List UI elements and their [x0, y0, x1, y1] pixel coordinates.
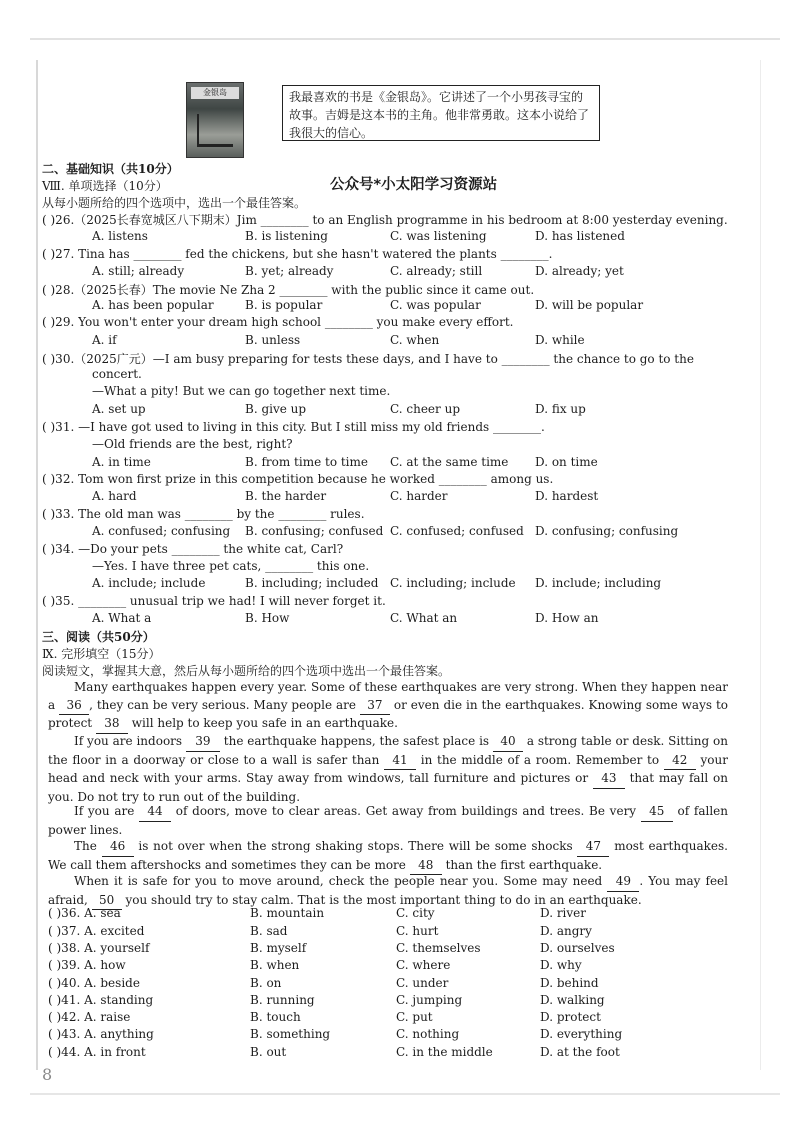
- cloze-option-a: ( )38. A. yourself: [48, 941, 150, 955]
- cloze-option-a: ( )37. A. excited: [48, 924, 145, 938]
- passage-paragraph-1: Many earthquakes happen every year. Some of these earthquakes are very strong. When they happen near a 36 , they can be very serious. Many people are 37 or even die in the earthquakes. Knowing some ways to protect 38 will help to keep you safe in an earthquake.: [48, 679, 728, 734]
- page-bottom-edge: [30, 1093, 780, 1095]
- option-d: D. hardest: [535, 489, 599, 503]
- blank-46[interactable]: 46: [102, 838, 134, 857]
- option-b: B. unless: [245, 333, 301, 347]
- option-c: C. harder: [390, 489, 448, 503]
- section3-title: 三、阅读（共50分）: [42, 630, 155, 644]
- option-d: D. has listened: [535, 229, 625, 243]
- option-b: B. yet; already: [245, 264, 334, 278]
- option-d: D. will be popular: [535, 298, 644, 312]
- passage-paragraph-2: If you are indoors 39 the earthquake happens, the safest place is 40 a strong table or desk. Sitting on the floor in a doorway or close to a wall is safer than 41 in the middle of a room. Remember to 42 your head and neck with your arms. Stay away from windows, tall furniture and pictures or 43 that may fall on you. Do not try to run out of the building.: [48, 734, 728, 804]
- blank-38[interactable]: 38: [96, 715, 128, 734]
- question-stem: ( )26.（2025长春宽城区八下期末）Jim ________ to an English programme in his bedroom at 8:00 yesterday evening.: [42, 213, 728, 227]
- passage-paragraph-3: If you are 44 of doors, move to clear areas. Get away from buildings and trees. Be very 45 of fallen power lines.: [48, 804, 728, 837]
- question-dialogue: —What a pity! But we can go together next time.: [92, 384, 391, 398]
- option-c: C. What an: [390, 611, 458, 625]
- blank-48[interactable]: 48: [410, 857, 442, 876]
- blank-43[interactable]: 43: [593, 770, 625, 789]
- blank-50[interactable]: 50: [92, 892, 122, 911]
- sub9-title: Ⅸ. 完形填空（15分）: [42, 647, 161, 661]
- sub8-instruction: 从每小题所给的四个选项中，选出一个最佳答案。: [42, 196, 307, 210]
- blank-37[interactable]: 37: [360, 697, 390, 716]
- option-d: D. while: [535, 333, 585, 347]
- cloze-option-a: ( )39. A. how: [48, 958, 126, 972]
- blank-49[interactable]: 49: [607, 873, 639, 892]
- option-b: B. including; included: [245, 576, 379, 590]
- cloze-option-a: ( )44. A. in front: [48, 1045, 146, 1059]
- ship-illustration: [197, 114, 233, 147]
- question-dialogue: —Old friends are the best, right?: [92, 437, 293, 451]
- option-c: C. when: [390, 333, 440, 347]
- blank-47[interactable]: 47: [577, 838, 609, 857]
- question-dialogue: —Yes. I have three pet cats, ________ this one.: [92, 559, 370, 573]
- blank-41[interactable]: 41: [384, 752, 416, 771]
- option-a: A. if: [92, 333, 117, 347]
- cloze-option-b: B. out: [250, 1045, 287, 1059]
- option-a: A. confused; confusing: [92, 524, 231, 538]
- option-c: C. confused; confused: [390, 524, 524, 538]
- option-c: C. cheer up: [390, 402, 460, 416]
- cloze-option-d: D. angry: [540, 924, 592, 938]
- option-c: C. already; still: [390, 264, 483, 278]
- cloze-option-b: B. mountain: [250, 906, 325, 920]
- cloze-option-b: B. sad: [250, 924, 288, 938]
- cloze-option-b: B. myself: [250, 941, 307, 955]
- cloze-option-d: D. ourselves: [540, 941, 615, 955]
- passage-paragraph-5: When it is safe for you to move around, check the people near you. Some may need 49 . You may feel afraid, 50 you should try to stay calm. That is the most important thing to do in an earthquake.: [48, 873, 728, 910]
- option-a: A. in time: [92, 455, 151, 469]
- cloze-option-b: B. running: [250, 993, 315, 1007]
- book-cover-title: 金银岛: [191, 87, 239, 99]
- cloze-option-c: C. in the middle: [396, 1045, 493, 1059]
- question-stem: ( )33. The old man was ________ by the ________ rules.: [42, 507, 365, 521]
- option-a: A. set up: [92, 402, 146, 416]
- option-d: D. confusing; confusing: [535, 524, 679, 538]
- question-stem: ( )29. You won't enter your dream high school ________ you make every effort.: [42, 315, 514, 329]
- question-stem: ( )28.（2025长春）The movie Ne Zha 2 ________ with the public since it came out.: [42, 283, 535, 297]
- option-d: D. How an: [535, 611, 599, 625]
- cloze-option-d: D. river: [540, 906, 587, 920]
- option-a: A. What a: [92, 611, 152, 625]
- cloze-option-b: B. something: [250, 1027, 331, 1041]
- option-a: A. has been popular: [92, 298, 214, 312]
- cloze-option-c: C. nothing: [396, 1027, 460, 1041]
- section2-title: 二、基础知识（共10分）: [42, 162, 179, 176]
- cloze-option-a: ( )36. A. sea: [48, 906, 121, 920]
- page-top-edge: [30, 38, 780, 40]
- blank-39[interactable]: 39: [186, 733, 220, 752]
- cloze-option-d: D. walking: [540, 993, 605, 1007]
- cloze-option-a: ( )40. A. beside: [48, 976, 140, 990]
- option-d: D. on time: [535, 455, 598, 469]
- intro-text-box: 我最喜欢的书是《金银岛》。它讲述了一个小男孩寻宝的故事。吉姆是这本书的主角。他非常勇敢。这本小说给了我很大的信心。: [282, 85, 600, 141]
- option-b: B. from time to time: [245, 455, 368, 469]
- option-b: B. is popular: [245, 298, 323, 312]
- option-a: A. listens: [92, 229, 148, 243]
- question-stem: ( )32. Tom won first prize in this competition because he worked ________ among us.: [42, 472, 554, 486]
- option-d: D. include; including: [535, 576, 662, 590]
- book-cover-image: [186, 82, 244, 158]
- binding-fold-line: [36, 60, 38, 1070]
- cloze-option-b: B. touch: [250, 1010, 301, 1024]
- option-c: C. was listening: [390, 229, 487, 243]
- question-stem: ( )30.（2025广元）—I am busy preparing for tests these days, and I have to ________ the chance to go to the: [42, 352, 694, 366]
- cloze-option-c: C. hurt: [396, 924, 439, 938]
- question-stem: ( )31. —I have got used to living in this city. But I still miss my old friends ________.: [42, 420, 545, 434]
- cloze-option-c: C. city: [396, 906, 435, 920]
- sub8-title: Ⅷ. 单项选择（10分）: [42, 179, 168, 193]
- option-b: B. How: [245, 611, 290, 625]
- passage-paragraph-4: The 46 is not over when the strong shaking stops. There will be some shocks 47 most earthquakes. We call them aftershocks and sometimes they can be more 48 than the first earthquake.: [48, 838, 728, 875]
- option-c: C. including; include: [390, 576, 516, 590]
- option-a: A. still; already: [92, 264, 185, 278]
- question-stem: ( )27. Tina has ________ fed the chickens, but she hasn't watered the plants ________.: [42, 247, 553, 261]
- option-b: B. is listening: [245, 229, 328, 243]
- option-b: B. give up: [245, 402, 307, 416]
- watermark: 公众号*小太阳学习资源站: [330, 177, 498, 193]
- blank-44[interactable]: 44: [139, 803, 171, 822]
- cloze-option-c: C. jumping: [396, 993, 463, 1007]
- cloze-option-d: D. protect: [540, 1010, 601, 1024]
- sub9-instruction: 阅读短文，掌握其大意，然后从每小题所给的四个选项中选出一个最佳答案。: [42, 664, 451, 678]
- cloze-option-b: B. when: [250, 958, 300, 972]
- question-stem: ( )34. —Do your pets ________ the white cat, Carl?: [42, 542, 344, 556]
- cloze-option-c: C. where: [396, 958, 451, 972]
- blank-42[interactable]: 42: [664, 752, 696, 771]
- blank-45[interactable]: 45: [641, 803, 673, 822]
- blank-40[interactable]: 40: [493, 733, 523, 752]
- cloze-option-c: C. under: [396, 976, 449, 990]
- cloze-option-c: C. themselves: [396, 941, 481, 955]
- cloze-option-a: ( )42. A. raise: [48, 1010, 131, 1024]
- option-d: D. fix up: [535, 402, 586, 416]
- page-number: 8: [42, 1065, 53, 1084]
- cloze-option-a: ( )43. A. anything: [48, 1027, 154, 1041]
- option-c: C. at the same time: [390, 455, 509, 469]
- cloze-option-c: C. put: [396, 1010, 433, 1024]
- question-stem: ( )35. ________ unusual trip we had! I will never forget it.: [42, 594, 386, 608]
- option-d: D. already; yet: [535, 264, 624, 278]
- cloze-option-d: D. behind: [540, 976, 599, 990]
- cloze-option-d: D. at the foot: [540, 1045, 620, 1059]
- option-b: B. confusing; confused: [245, 524, 384, 538]
- option-a: A. include; include: [92, 576, 206, 590]
- cloze-option-b: B. on: [250, 976, 282, 990]
- question-stem-continued: concert.: [92, 367, 142, 381]
- option-c: C. was popular: [390, 298, 481, 312]
- cloze-option-d: D. everything: [540, 1027, 623, 1041]
- option-a: A. hard: [92, 489, 137, 503]
- cloze-option-a: ( )41. A. standing: [48, 993, 154, 1007]
- option-b: B. the harder: [245, 489, 327, 503]
- blank-36[interactable]: 36: [59, 697, 89, 716]
- right-margin-line: [760, 60, 761, 1070]
- cloze-option-d: D. why: [540, 958, 582, 972]
